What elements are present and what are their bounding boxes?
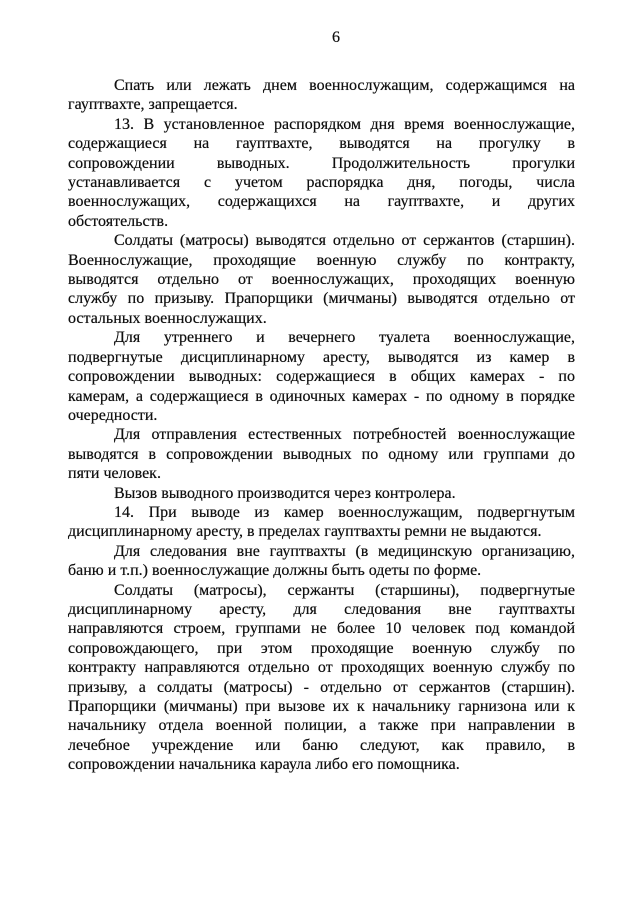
paragraph [68,503,575,542]
text-line: Солдаты (матросы), сержанты (старшины), подвергнутые [114,581,575,599]
paragraph [68,76,575,115]
text-line: дисциплинарному аресту, в пределах гауптвахты ремни не выдаются. [68,523,542,541]
text-line: Для утреннего и вечернего туалета военнослужащие, [114,329,575,347]
text-line: камерам, а содержащиеся в одиночных камерах - по одному в порядке [68,387,575,405]
text-line: подвергнутые дисциплинарному аресту, выводятся из камер в [68,348,575,366]
paragraph [68,115,575,231]
text-line: службу по призыву. Прапорщики (мичманы) выводятся отдельно от [68,290,575,308]
text-line: пяти человек. [68,465,161,483]
text-line: 13. В установленное распорядком дня время военнослужащие, [114,115,575,133]
text-line: военнослужащих, содержащихся на гауптвахте, и других [68,193,575,211]
paragraph [68,542,575,581]
paragraph [68,231,575,328]
page-number: 6 [332,29,340,46]
text-line: сопровождающего, при этом проходящие военную службу по [68,639,575,657]
text-line: Прапорщики (мичманы) при вызове их к начальнику гарнизона или к [68,698,575,715]
text-line: сопровождении начальника караула либо его помощника. [68,756,460,774]
text-line: Для следования вне гауптвахты (в медицинскую организацию, [114,542,575,560]
text-line: сопровождении выводных. Продолжительность прогулки [68,154,575,172]
text-line: Вызов выводного производится через контролера. [114,484,456,502]
text-line: Солдаты (матросы) выводятся отдельно от сержантов (старшин). [114,232,575,250]
text-line: лечебное учреждение или баню следуют, как правило, в [68,736,575,754]
text-line: содержащиеся на гауптвахте, выводятся на прогулку в [68,135,575,153]
text-line: Для отправления естественных потребностей военнослужащие [114,426,575,444]
paragraph [68,425,575,483]
text-line: устанавливается с учетом распорядка дня, погоды, числа [68,174,575,192]
text-line: обстоятельств. [68,212,169,230]
text-line: сопровождении выводных: содержащиеся в общих камерах - по [68,368,575,386]
paragraph [68,484,575,503]
text-line: направляются строем, группами не более 10 человек под командой [68,620,575,638]
text-line: очередности. [68,406,158,424]
paragraph [68,581,575,775]
text-line: Спать или лежать днем военнослужащим, содержащимся на [114,77,575,94]
text-line: 14. При выводе из камер военнослужащим, подвергнутым [114,503,575,521]
text-line: начальнику отдела военной полиции, а также при направлении в [68,717,575,735]
text-line: выводятся отдельно от военнослужащих, проходящих военную [68,271,575,289]
text-line: баню и т.п.) военнослужащие должны быть одеты по форме. [68,562,482,580]
text-line: выводятся в сопровождении выводных по одному или группами до [68,445,575,463]
paragraph [68,328,575,425]
text-line: дисциплинарному аресту, для следования вне гауптвахты [68,600,575,618]
text-line: Военнослужащие, проходящие военную службу по контракту, [68,251,575,269]
text-line: призыву, а солдаты (матросы) - отдельно от сержантов (старшин). [68,678,575,696]
text-line: контракту направляются отдельно от проходящих военную службу по [68,659,575,677]
document-body [68,76,575,775]
text-line: остальных военнослужащих. [68,309,267,327]
text-line: гауптвахте, запрещается. [68,96,238,114]
